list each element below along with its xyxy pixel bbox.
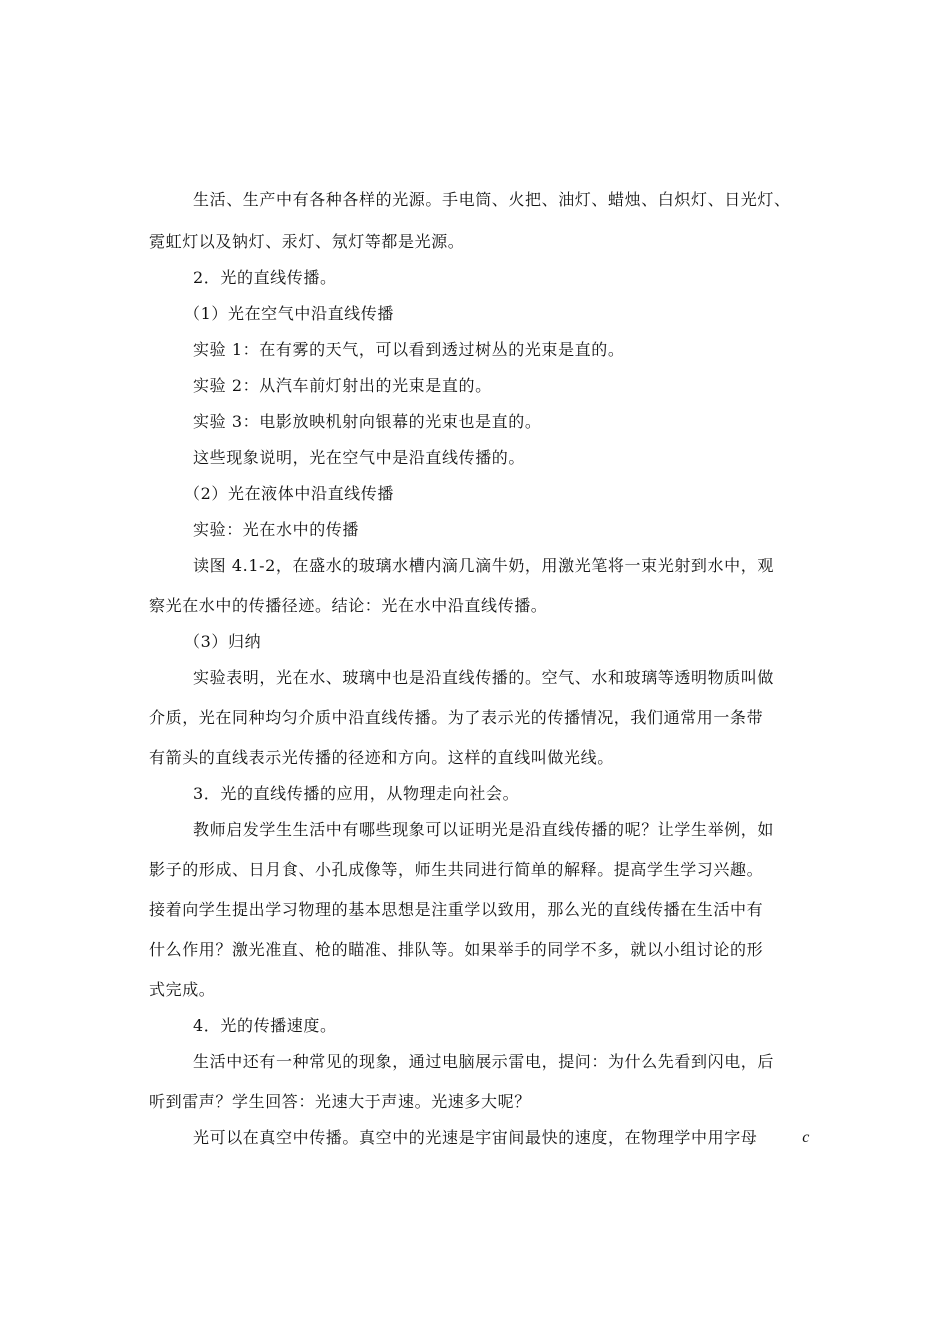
- paragraph-line: 影子的形成、日月食、小孔成像等，师生共同进行简单的解释。提高学生学习兴趣。: [149, 860, 764, 879]
- paragraph-line: 实验表明，光在水、玻璃中也是沿直线传播的。空气、水和玻璃等透明物质叫做: [193, 668, 775, 687]
- paragraph-line: 听到雷声？学生回答：光速大于声速。光速多大呢？: [149, 1092, 531, 1111]
- paragraph-line: 教师启发学生生活中有哪些现象可以证明光是沿直线传播的呢？让学生举例，如: [193, 820, 775, 839]
- paragraph-line: 实验：光在水中的传播: [193, 520, 360, 539]
- section-heading: 3．光的直线传播的应用，从物理走向社会。: [193, 784, 520, 803]
- paragraph-line: 霓虹灯以及钠灯、汞灯、氖灯等都是光源。: [149, 232, 465, 251]
- paragraph-line: 这些现象说明，光在空气中是沿直线传播的。: [193, 448, 526, 467]
- paragraph-line: 察光在水中的传播径迹。结论：光在水中沿直线传播。: [149, 596, 548, 615]
- paragraph-line: 介质，光在同种均匀介质中沿直线传播。为了表示光的传播情况，我们通常用一条带: [149, 708, 764, 727]
- paragraph-line: 实验 1：在有雾的天气，可以看到透过树丛的光束是直的。: [193, 340, 625, 359]
- symbol-c: c: [802, 1129, 810, 1146]
- section-heading: 2．光的直线传播。: [193, 268, 337, 287]
- paragraph-line: 读图 4.1-2，在盛水的玻璃水槽内滴几滴牛奶，用激光笔将一束光射到水中，观: [193, 556, 774, 575]
- paragraph-line: 什么作用？激光准直、枪的瞄准、排队等。如果举手的同学不多，就以小组讨论的形: [149, 940, 764, 959]
- subsection-heading: （3）归纳: [184, 632, 262, 651]
- paragraph-line: 式完成。: [149, 980, 216, 999]
- paragraph-line: 实验 3：电影放映机射向银幕的光束也是直的。: [193, 412, 542, 431]
- subsection-heading: （2）光在液体中沿直线传播: [184, 484, 394, 503]
- paragraph-line: 实验 2：从汽车前灯射出的光束是直的。: [193, 376, 492, 395]
- paragraph-line: [193, 1128, 810, 1148]
- paragraph-line: 有箭头的直线表示光传播的径迹和方向。这样的直线叫做光线。: [149, 748, 614, 767]
- paragraph-line: 生活、生产中有各种各样的光源。手电筒、火把、油灯、蜡烛、白炽灯、日光灯、: [193, 190, 791, 209]
- paragraph-line: 接着向学生提出学习物理的基本思想是注重学以致用，那么光的直线传播在生活中有: [149, 900, 764, 919]
- paragraph-text: 光可以在真空中传播。真空中的光速是宇宙间最快的速度，在物理学中用字母: [193, 1128, 758, 1147]
- subsection-heading: （1）光在空气中沿直线传播: [184, 304, 394, 323]
- paragraph-line: 生活中还有一种常见的现象，通过电脑展示雷电，提问：为什么先看到闪电，后: [193, 1052, 775, 1071]
- section-heading: 4．光的传播速度。: [193, 1016, 337, 1035]
